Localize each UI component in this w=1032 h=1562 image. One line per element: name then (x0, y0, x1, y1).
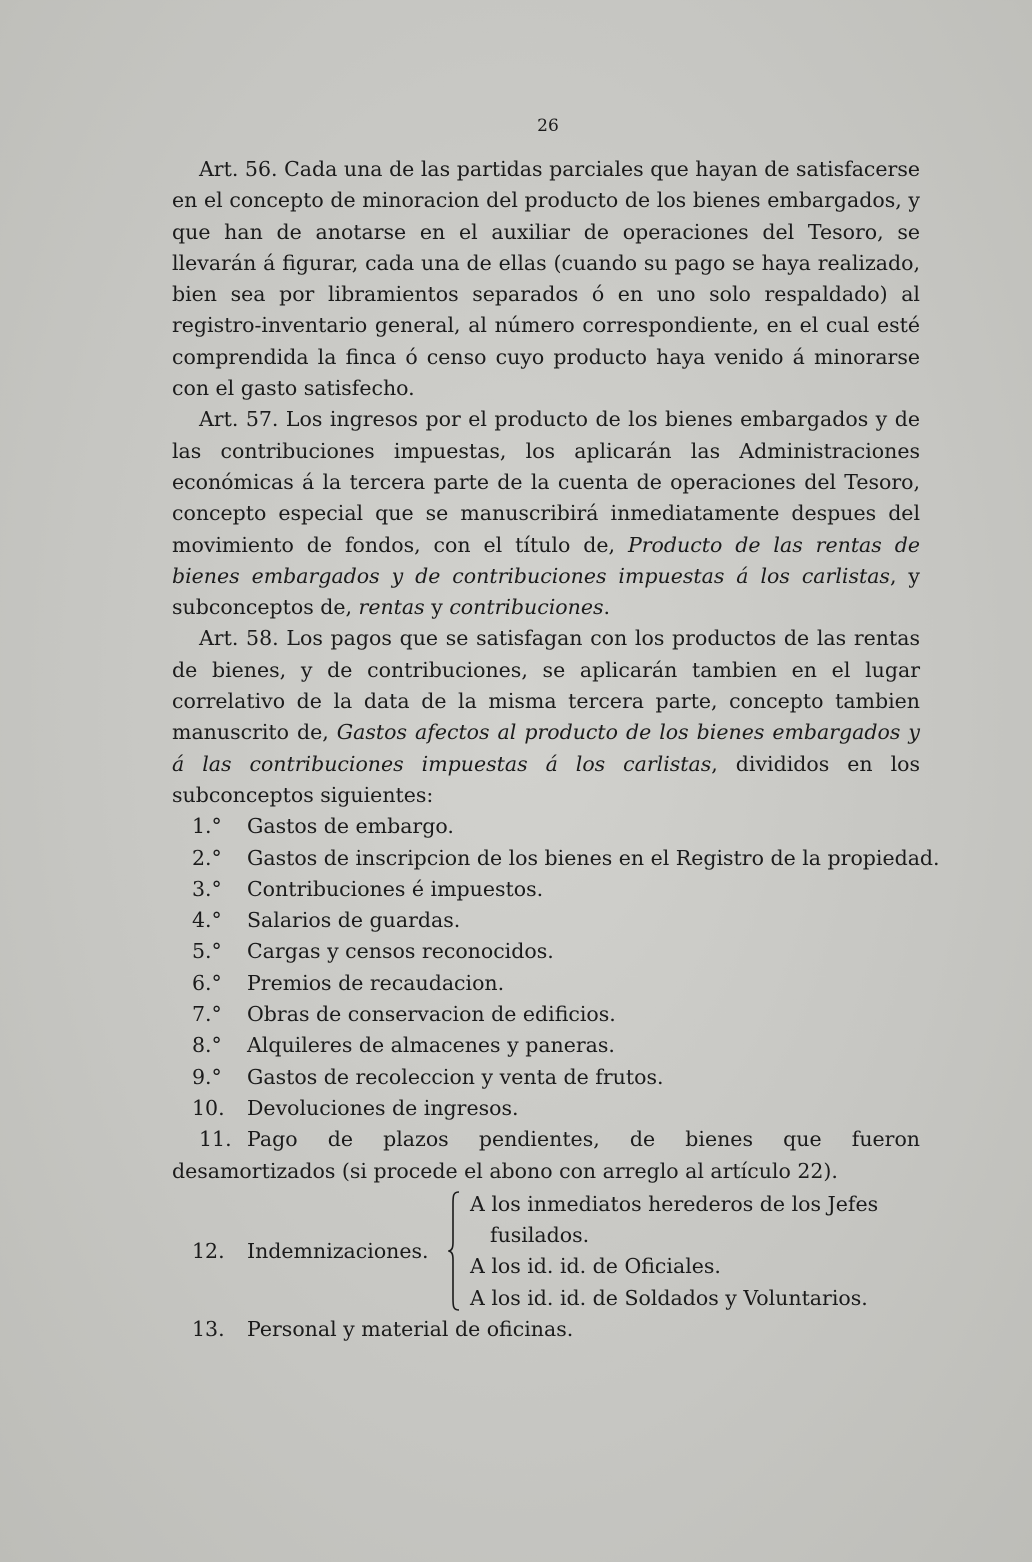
article-57-text-c: y (431, 595, 443, 620)
article-58-text-a: Los pagos que se satisfagan con los productos de las rentas de bienes, y de contribuciones, se aplicarán tambien en el lugar correlativo de la data de la misma tercera parte, concepto tambien manuscrito de, (172, 626, 920, 745)
subconcept-list (172, 811, 940, 1345)
article-57 (172, 404, 920, 623)
list-item-11 (172, 1124, 920, 1187)
list-item-text: Pago de plazos pendientes, de bienes que fueron desamortizados (si procede el abono con arreglo al artículo 22). (172, 1127, 920, 1183)
sublist-item: fusilados. (490, 1223, 590, 1248)
article-57-text-a: Los ingresos por el producto de los bienes embargados y de las contribuciones impuestas, los aplicarán las Administraciones económicas á la tercera parte de la cuenta de operaciones del Tesoro, concepto especial que se manuscribirá inmediatamente despues del movimiento de fondos, con el título de, (172, 407, 920, 557)
article-57-text-d: . (603, 595, 611, 620)
sublist-item: A los id. id. de Soldados y Voluntarios. (470, 1285, 868, 1310)
article-56-label: Art. 56. (199, 157, 278, 181)
list-item-text: Gastos de inscripcion de los bienes en el Registro de la propiedad. (247, 845, 940, 870)
list-item-number: 8.° (192, 1033, 222, 1058)
list-item-text: Salarios de guardas. (247, 908, 461, 933)
list-item-text: Premios de recaudacion. (247, 970, 505, 995)
list-item (172, 936, 920, 967)
list-item-number: 2.° (192, 845, 222, 870)
list-item-number: 10. (192, 1095, 225, 1120)
list-item-text: Obras de conservacion de edificios. (247, 1002, 616, 1027)
list-item (172, 874, 920, 905)
article-56-text: Cada una de las partidas parciales que hayan de satisfacerse en el concepto de minoracion del producto de los bienes embargados, y que han de anotarse en el auxiliar de operaciones del Tesoro, se llevarán á figurar, cada una de ellas (cuando su pago se haya realizado, bien sea por libramientos separados ó en uno solo respaldado) al registro-inventario general, al número correspondiente, en el cual esté comprendida la finca ó censo cuyo producto haya venido á minorarse con el gasto satisfecho. (172, 157, 920, 401)
article-58-italic-title: Gastos afectos al producto de los bienes embargados y á las contribuciones impuestas á los carlistas (172, 720, 920, 776)
indemnizaciones-sublist (470, 1189, 920, 1314)
indemnizaciones-label-group (172, 1236, 448, 1267)
article-58-label: Art. 58. (199, 626, 279, 651)
page-number: 26 (537, 116, 559, 136)
list-item-number: 1.° (192, 814, 222, 839)
list-item (172, 1093, 920, 1124)
list-item-number: 3.° (192, 876, 222, 901)
list-item-text: Cargas y censos reconocidos. (247, 939, 554, 964)
article-58 (172, 623, 920, 811)
sublist-item: A los inmediatos herederos de los Jefes (470, 1191, 879, 1216)
article-57-italic-rentas: rentas (358, 595, 425, 620)
list-item-text: Gastos de embargo. (247, 814, 454, 839)
list-item-number: 5.° (192, 939, 222, 964)
list-item (172, 999, 920, 1030)
article-57-italic-title: Producto de las rentas de bienes embargados y de contribuciones impuestas á los carlistas (172, 532, 920, 588)
list-item-text: Alquileres de almacenes y paneras. (247, 1033, 615, 1058)
list-item (172, 968, 920, 999)
curly-brace-icon (448, 1190, 462, 1312)
list-item-text: Indemnizaciones. (247, 1238, 429, 1263)
list-item (172, 811, 920, 842)
list-item (172, 843, 940, 874)
list-item-number: 11. (199, 1127, 232, 1152)
list-item-number: 9.° (192, 1064, 222, 1089)
list-item-number: 13. (192, 1316, 225, 1341)
document-body (172, 154, 940, 1345)
list-item-number: 7.° (192, 1002, 222, 1027)
article-57-label: Art. 57. (199, 407, 279, 432)
article-57-italic-contribuciones: contribuciones (449, 595, 604, 620)
list-item-text: Contribuciones é impuestos. (247, 876, 544, 901)
list-item (172, 1030, 920, 1061)
article-57-text-b: , y subconceptos de, (172, 563, 920, 620)
list-item (172, 1062, 920, 1093)
list-item-number: 6.° (192, 970, 222, 995)
list-item-number: 4.° (192, 908, 222, 933)
list-item-text: Devoluciones de ingresos. (247, 1095, 519, 1120)
list-item-13 (172, 1314, 920, 1345)
article-58-text-b: , divididos en los subconceptos siguientes: (172, 751, 920, 807)
list-item-text: Gastos de recoleccion y venta de frutos. (247, 1064, 664, 1089)
list-item-number: 12. (192, 1238, 225, 1263)
list-item (172, 905, 920, 936)
article-56 (172, 154, 920, 404)
list-item-12 (172, 1189, 920, 1314)
list-item-text: Personal y material de oficinas. (247, 1316, 574, 1341)
sublist-item: A los id. id. de Oficiales. (470, 1254, 721, 1279)
